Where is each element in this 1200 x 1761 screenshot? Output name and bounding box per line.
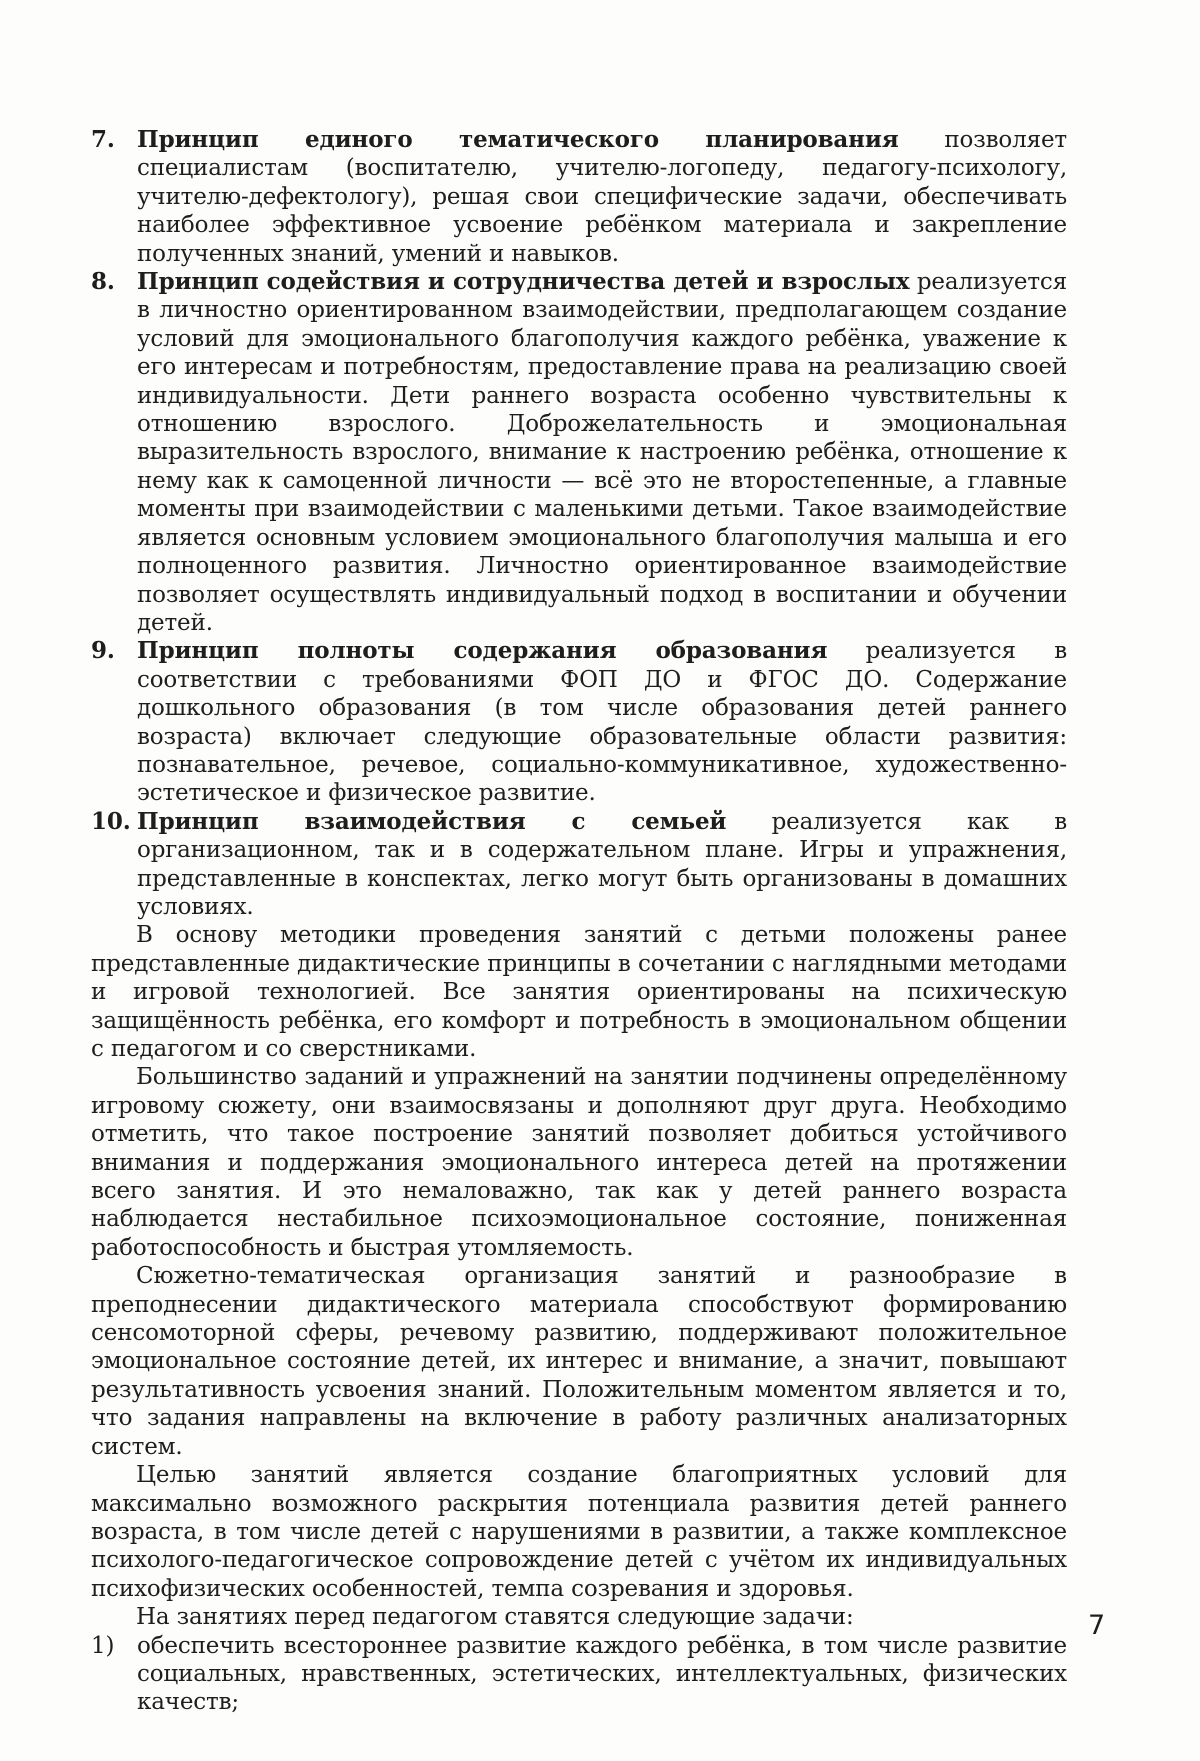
task-number: 1) — [91, 1632, 115, 1659]
principle-number: 10. — [91, 807, 131, 835]
principle-item-8 — [91, 268, 1067, 637]
task-text: обеспечить всестороннее развитие каждого ребёнка, в том числе развитие социальных, нравственных, эстетических, интеллектуальных, физических качеств; — [137, 1632, 1067, 1716]
body-paragraph: Целью занятий является создание благоприятных условий для максимально возможного раскрытия потенциала развития детей раннего возраста, в том числе детей с нарушениями в развитии, а также комплексное психолого-педагогическое сопровождение детей с учётом их индивидуальных психофизических особенностей, темпа созревания и здоровья. — [91, 1462, 1067, 1602]
principle-item-7 — [91, 126, 1067, 268]
principle-number: 7. — [91, 126, 115, 153]
principle-text: позволяет специалистам (воспитателю, учителю-логопеду, педагогу-психологу, учителю-дефектологу), решая свои специфические задачи, обеспечивать наиболее эффективное усвоение ребёнком материала и закрепление полученных знаний, умений и навыков. — [137, 127, 1067, 267]
task-item-1 — [91, 1632, 1067, 1717]
principle-text: реализуется в личностно ориентированном взаимодействии, предполагающем создание условий для эмоционального благополучия каждого ребёнка, уважение к его интересам и потребностям, предоставление права на реализацию своей индивидуальности. Дети раннего возраста особенно чувствительны к отношению взрослого. Доброжелательность и эмоциональная выразительность взрослого, внимание к настроению ребёнка, отношение к нему как к самоценной личности — всё это не второстепенные, а главные моменты при взаимодействии с маленькими детьми. Такое взаимодействие является основным условием эмоционального благополучия малыша и его полноценного развития. Личностно ориентированное взаимодействие позволяет осуществлять индивидуальный подход в воспитании и обучении детей. — [137, 269, 1067, 636]
body-paragraph: В основу методики проведения занятий с детьми положены ранее представленные дидактические принципы в сочетании с наглядными методами и игровой технологией. Все занятия ориентированы на психическую защищённость ребёнка, его комфорт и потребность в эмоциональном общении с педагогом и со сверстниками. — [91, 922, 1067, 1062]
principle-body — [137, 637, 1067, 807]
page-number: 7 — [1088, 1610, 1106, 1641]
principle-body — [137, 268, 1067, 637]
principle-item-10 — [91, 808, 1067, 922]
principle-text: реализуется в соответствии с требованиями ФОП ДО и ФГОС ДО. Содержание дошкольного образования (в том числе образования детей раннего возраста) включает следующие образовательные области развития: познавательное, речевое, социально-коммуникативное, художественно-эстетическое и физическое развитие. — [137, 638, 1067, 807]
body-paragraph: Сюжетно-тематическая организация занятий и разнообразие в преподнесении дидактического материала способствуют формированию сенсомоторной сферы, речевому развитию, поддерживают положительное эмоциональное состояние детей, их интерес и внимание, а значит, повышают результативность усвоения знаний. Положительным моментом является и то, что задания направлены на включение в работу различных анализаторных систем. — [91, 1263, 1067, 1460]
principle-body — [137, 808, 1067, 922]
principle-title: Принцип единого тематического планирования — [137, 126, 899, 153]
principle-title: Принцип содействия и сотрудничества детей и взрослых — [137, 268, 910, 296]
body-paragraph: На занятиях перед педагогом ставятся следующие задачи: — [136, 1604, 854, 1631]
principle-text: реализуется как в организационном, так и в содержательном плане. Игры и упражнения, представленные в конспектах, легко могут быть организованы в домашних условиях. — [137, 808, 1067, 920]
principle-item-9 — [91, 637, 1067, 807]
principle-number: 9. — [91, 637, 115, 665]
principle-body — [137, 126, 1067, 268]
page-text — [91, 126, 1067, 1717]
principle-title: Принцип взаимодействия с семьей — [137, 807, 727, 835]
principle-number: 8. — [91, 268, 115, 296]
principle-title: Принцип полноты содержания образования — [137, 637, 828, 665]
body-paragraph: Большинство заданий и упражнений на занятии подчинены определённому игровому сюжету, они взаимосвязаны и дополняют друг друга. Необходимо отметить, что такое построение занятий позволяет добиться устойчивого внимания и поддержания эмоционального интереса детей на протяжении всего занятия. И это немаловажно, так как у детей раннего возраста наблюдается нестабильное психоэмоциональное состояние, пониженная работоспособность и быстрая утомляемость. — [91, 1064, 1067, 1261]
